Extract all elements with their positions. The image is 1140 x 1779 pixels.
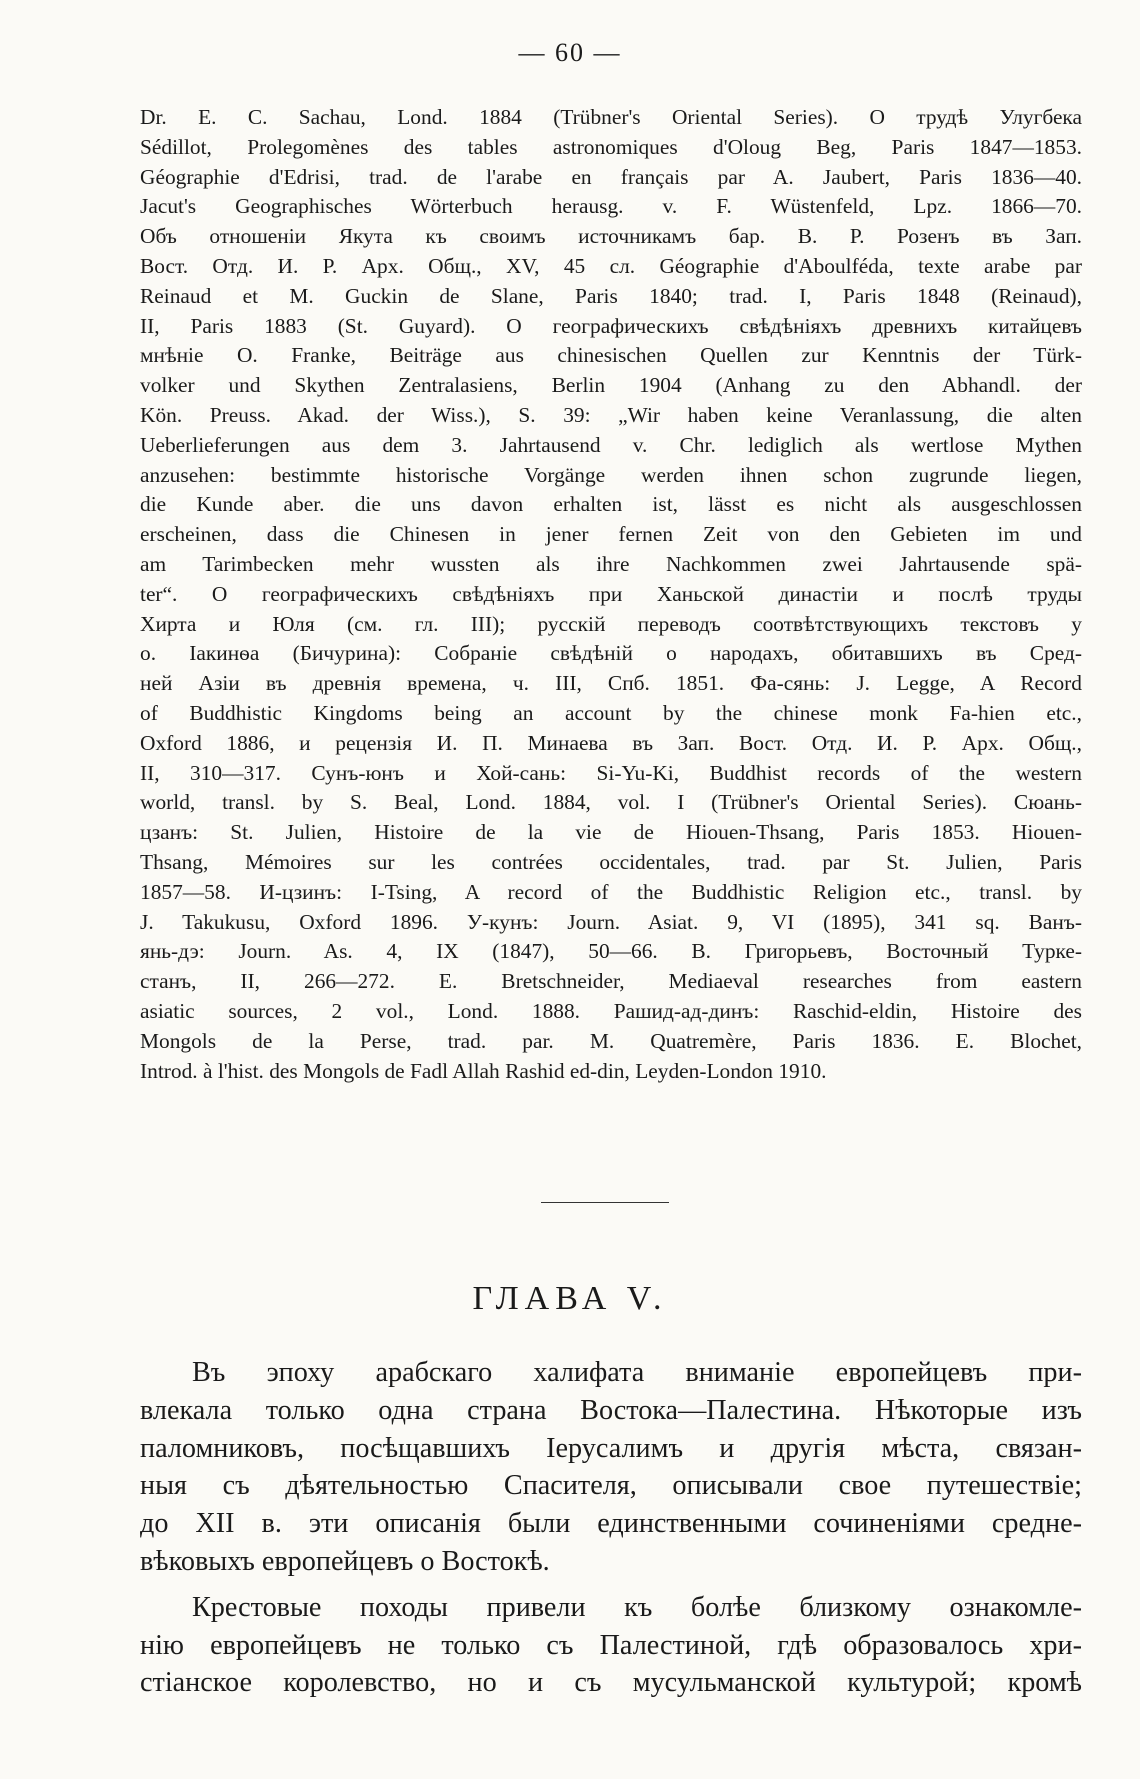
footnote-line: мнѣніе O. Franke, Beiträge aus chinesischen Quellen zur Kenntnis der Türk- bbox=[140, 343, 1082, 368]
footnote-line: II, Paris 1883 (St. Guyard). О географическихъ свѣдѣніяхъ древнихъ китайцевъ bbox=[140, 313, 1082, 338]
footnote-line: ter“. О географическихъ свѣдѣніяхъ при Ханьской династіи и послѣ труды bbox=[140, 581, 1082, 606]
footnote-line: Reinaud et M. Guckin de Slane, Paris 1840; trad. I, Paris 1848 (Reinaud), bbox=[140, 283, 1082, 308]
footnote-line: Thsang, Mémoires sur les contrées occidentales, trad. par St. Julien, Paris bbox=[140, 849, 1082, 874]
footnote-line: Sédillot, Prolegomènes des tables astronomiques d'Oloug Beg, Paris 1847—1853. bbox=[140, 134, 1082, 159]
paragraph-line: до XII в. эти описанія были единственными сочиненіями средне- bbox=[140, 1508, 1082, 1540]
footnote-line: anzusehen: bestimmte historische Vorgänge werden ihnen schon zugrunde liegen, bbox=[140, 462, 1082, 487]
footnote-line: Хирта и Юля (см. гл. III); русскій переводъ соотвѣтствующихъ текстовъ у bbox=[140, 611, 1082, 636]
footnote-line: Introd. à l'hist. des Mongols de Fadl Allah Rashid ed-din, Leyden-London 1910. bbox=[140, 1058, 827, 1083]
footnote-line: Jacut's Geographisches Wörterbuch herausg. v. F. Wüstenfeld, Lpz. 1866—70. bbox=[140, 194, 1082, 219]
footnote-line: Объ отношеніи Якута къ своимъ источникамъ бар. В. Р. Розенъ въ Зап. bbox=[140, 224, 1082, 249]
footnote-line: Kön. Preuss. Akad. der Wiss.), S. 39: „Wir haben keine Veranlassung, die alten bbox=[140, 402, 1082, 427]
footnote-line: Géographie d'Edrisi, trad. de l'arabe en français par A. Jaubert, Paris 1836—40. bbox=[140, 164, 1082, 189]
paragraph-line: Крестовые походы привели къ болѣе близкому ознакомле- bbox=[192, 1591, 1082, 1623]
footnote-line: цзанъ: St. Julien, Histoire de la vie de Hiouen-Thsang, Paris 1853. Hiouen- bbox=[140, 820, 1082, 845]
footnote-line: янь-дэ: Journ. As. 4, IX (1847), 50—66. В. Григорьевъ, Восточный Турке- bbox=[140, 939, 1082, 964]
body-text bbox=[140, 1354, 1082, 1702]
paragraph-line: стіанское королевство, но и съ мусульманской культурой; кромѣ bbox=[140, 1667, 1082, 1699]
paragraph-line: вѣковыхъ европейцевъ о Востокѣ. bbox=[140, 1545, 550, 1577]
footnote-line: Dr. E. C. Sachau, Lond. 1884 (Trübner's Oriental Series). О трудѣ Улугбека bbox=[140, 105, 1082, 129]
footnote-line: volker und Skythen Zentralasiens, Berlin 1904 (Anhang zu den Abhandl. der bbox=[140, 373, 1082, 398]
chapter-title: ГЛАВА V. bbox=[472, 1280, 668, 1317]
paragraph-line: влекала только одна страна Востока—Палестина. Нѣкоторые изъ bbox=[140, 1394, 1082, 1426]
footnote-line: ней Азіи въ древнія времена, ч. III, Спб. 1851. Фа-сянь: J. Legge, A Record bbox=[140, 671, 1082, 696]
page-number: — 60 — bbox=[518, 38, 622, 67]
footnote-line: erscheinen, dass die Chinesen in jener fernen Zeit von den Gebieten im und bbox=[140, 522, 1082, 547]
footnote-line: die Kunde aber. die uns davon erhalten ist, lässt es nicht als ausgeschlossen bbox=[140, 492, 1082, 517]
footnote-line: J. Takukusu, Oxford 1896. У-кунъ: Journ. Asiat. 9, VI (1895), 341 sq. Ванъ- bbox=[140, 909, 1082, 934]
paragraph-line: нію европейцевъ не только съ Палестиной, гдѣ образовалось хри- bbox=[140, 1629, 1082, 1661]
footnote-line: станъ, II, 266—272. E. Bretschneider, Mediaeval researches from eastern bbox=[140, 969, 1082, 994]
footnote-line: world, transl. by S. Beal, Lond. 1884, vol. I (Trübner's Oriental Series). Сюань- bbox=[140, 790, 1082, 815]
section-divider bbox=[541, 1202, 669, 1203]
footnote-line: Вост. Отд. И. Р. Арх. Общ., XV, 45 сл. Géographie d'Aboulféda, texte arabe par bbox=[140, 253, 1082, 278]
footnote-line: asiatic sources, 2 vol., Lond. 1888. Рашид-ад-динъ: Raschid-eldin, Histoire des bbox=[140, 998, 1082, 1023]
paragraph-gap bbox=[140, 1581, 1082, 1589]
paragraph-line: ныя съ дѣятельностью Спасителя, описывали свое путешествіе; bbox=[140, 1470, 1082, 1502]
footnote-line: о. Іакинѳа (Бичурина): Собраніе свѣдѣній о народахъ, обитавшихъ въ Сред- bbox=[140, 641, 1082, 666]
paragraph-line: Въ эпоху арабскаго халифата вниманіе европейцевъ при- bbox=[192, 1357, 1082, 1388]
footnote-line: Oxford 1886, и рецензія И. П. Минаева въ Зап. Вост. Отд. И. Р. Арх. Общ., bbox=[140, 730, 1082, 755]
footnote-line: II, 310—317. Сунъ-юнъ и Хой-сань: Si-Yu-Ki, Buddhist records of the western bbox=[140, 760, 1082, 785]
footnote-line: Mongols de la Perse, trad. par. M. Quatremère, Paris 1836. E. Blochet, bbox=[140, 1028, 1082, 1053]
paragraph-line: паломниковъ, посѣщавшихъ Іерусалимъ и другія мѣста, связан- bbox=[140, 1432, 1082, 1464]
footnote-line: of Buddhistic Kingdoms being an account by the chinese monk Fa-hien etc., bbox=[140, 700, 1082, 725]
footnote-line: am Tarimbecken mehr wussten als ihre Nachkommen zwei Jahrtausende spä- bbox=[140, 551, 1082, 576]
footnote-block bbox=[140, 103, 1082, 1086]
footnote-line: Ueberlieferungen aus dem 3. Jahrtausend v. Chr. lediglich als wertlose Mythen bbox=[140, 432, 1082, 457]
footnote-line: 1857—58. И-цзинъ: I-Tsing, A record of the Buddhistic Religion etc., transl. by bbox=[140, 879, 1082, 904]
